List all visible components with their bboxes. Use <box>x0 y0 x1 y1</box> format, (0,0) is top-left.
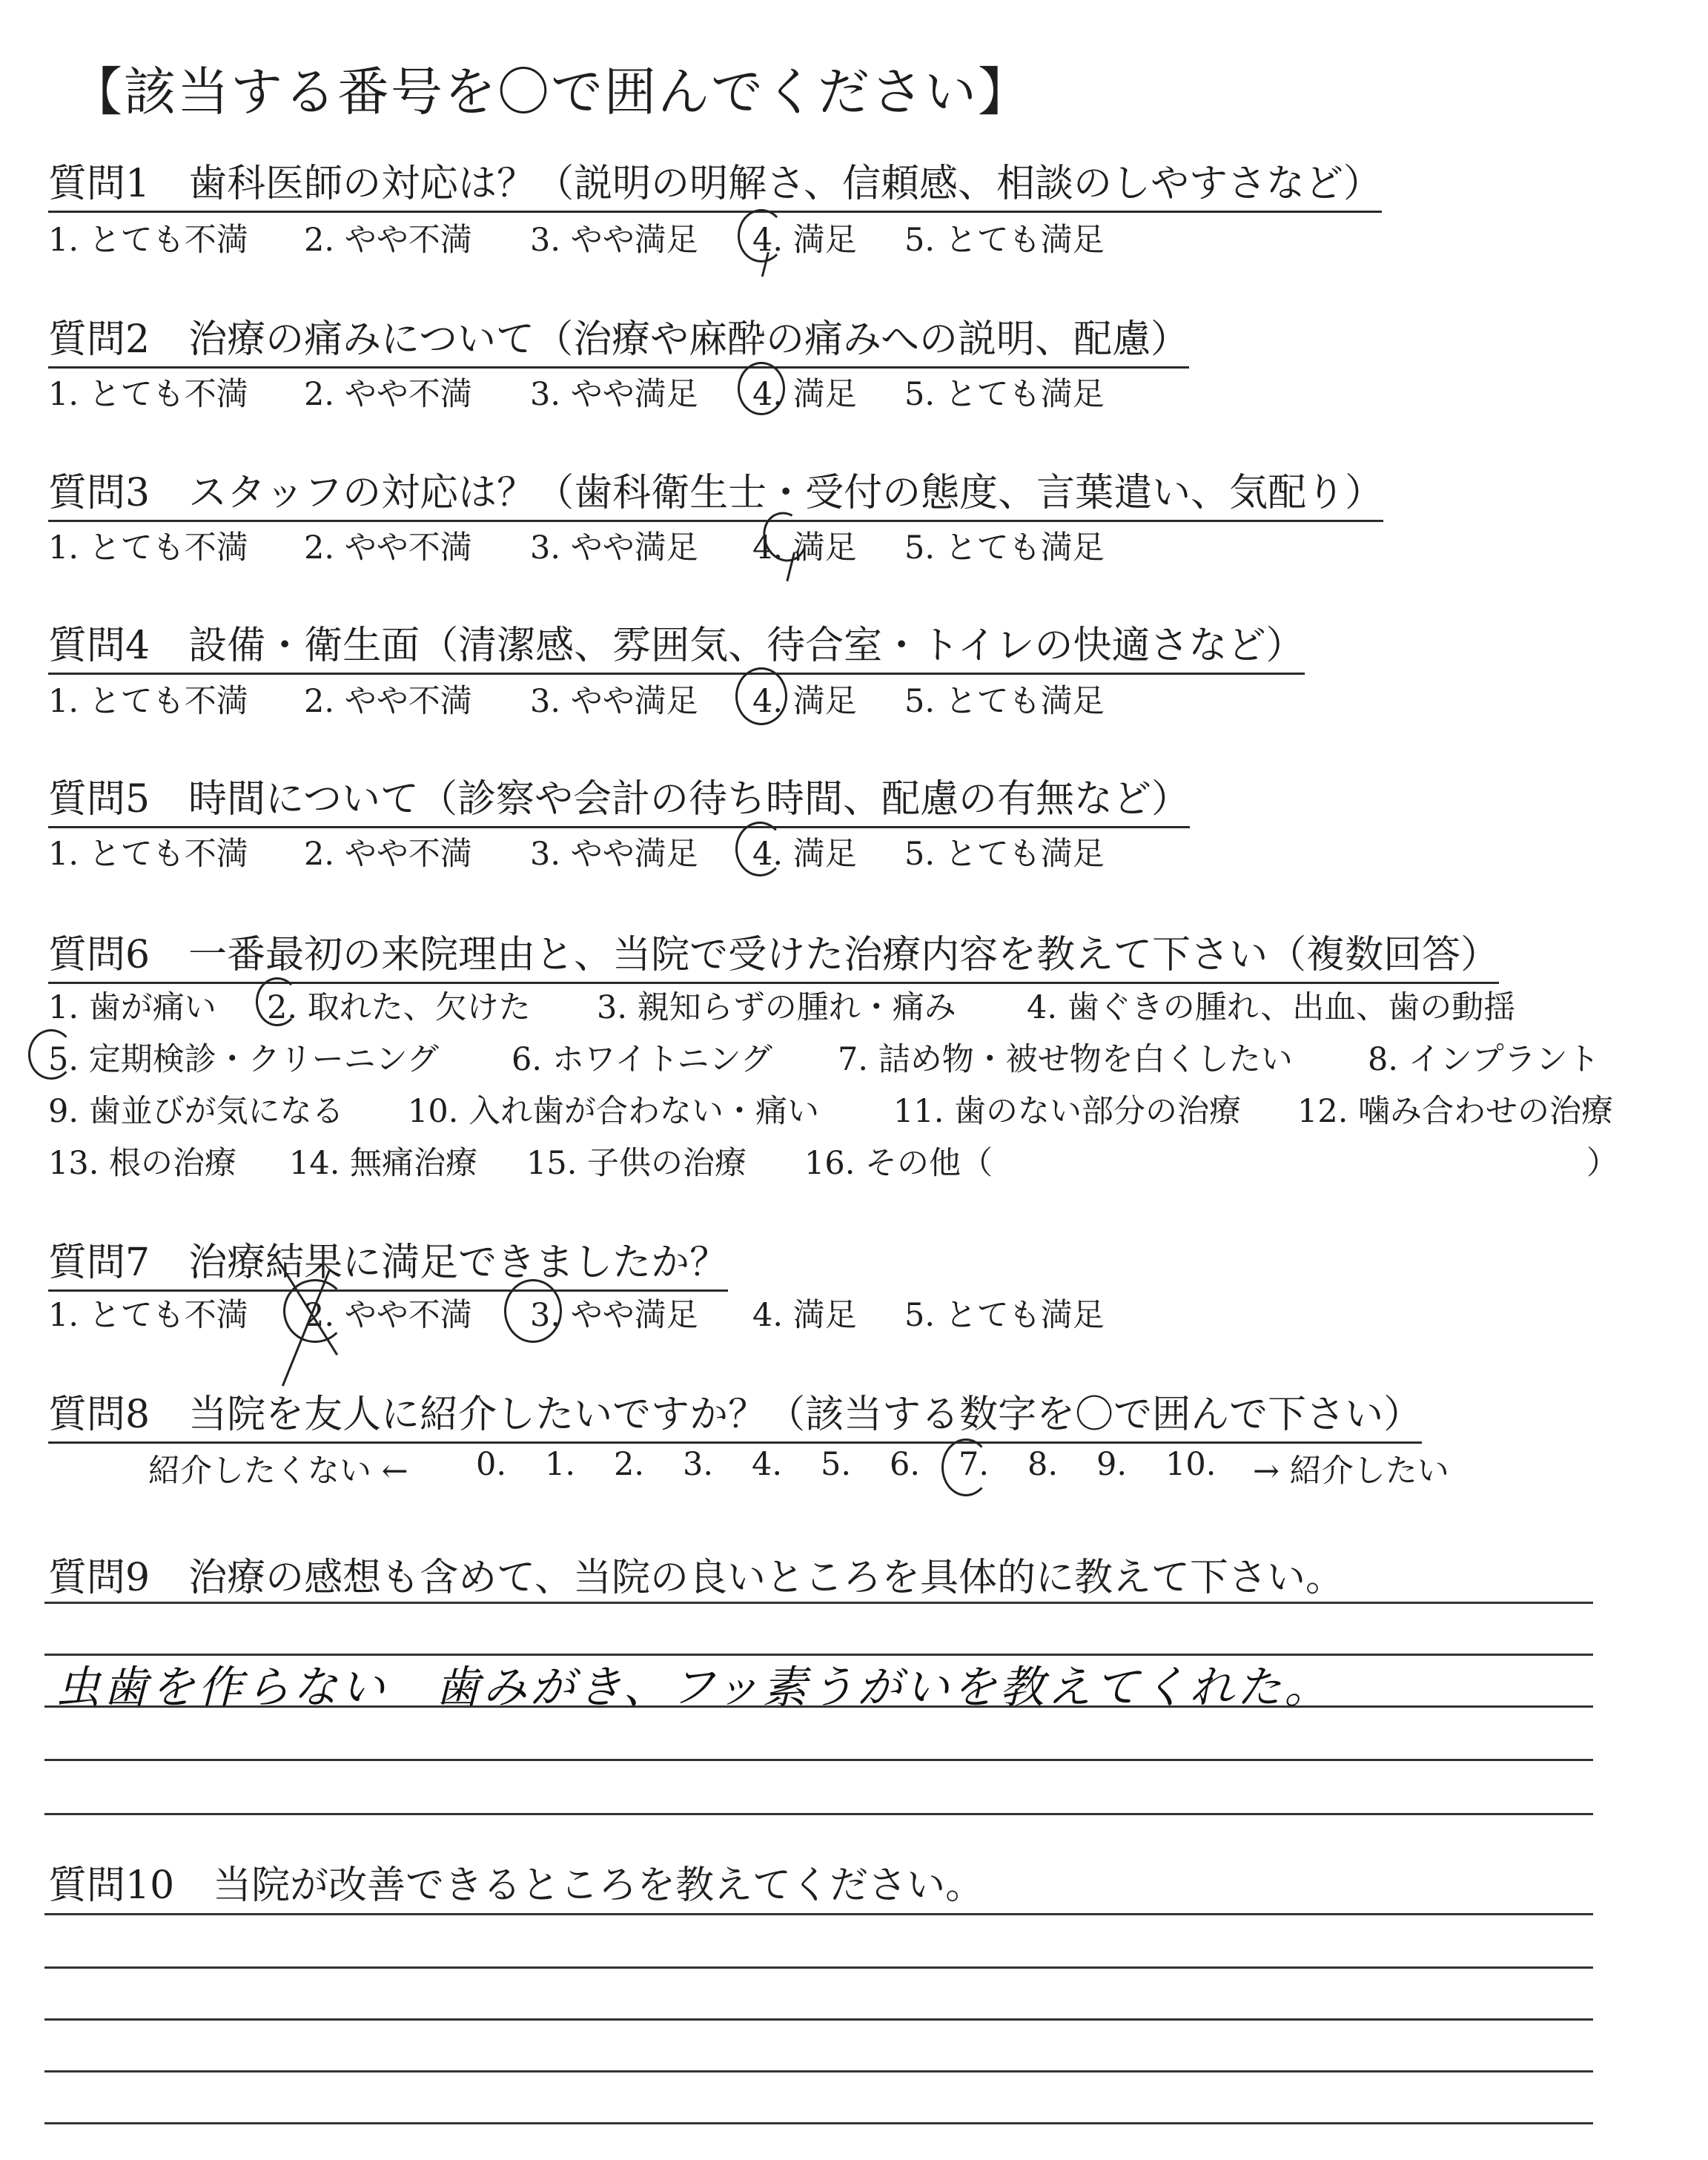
q7-option-4[interactable]: 4. 満足 <box>752 1297 857 1334</box>
q6-option-6[interactable]: 6. ホワイトニング <box>512 1041 772 1078</box>
q8-score-5[interactable]: 5. <box>821 1446 852 1483</box>
q8-score-9[interactable]: 9. <box>1096 1446 1128 1483</box>
q7-option-5[interactable]: 5. とても満足 <box>904 1297 1105 1334</box>
q9-answer-line-1 <box>44 1602 1593 1604</box>
q10-answer-line-2 <box>44 1966 1593 1969</box>
q10-answer-line-3 <box>44 2018 1593 2021</box>
question-7-title: 質問7 治療結果に満足できましたか？ <box>48 1231 728 1292</box>
q3-option-2[interactable]: 2. やや不満 <box>304 529 472 567</box>
q2-option-2[interactable]: 2. やや不満 <box>304 376 472 413</box>
q6-option-2[interactable]: 2. 取れた、欠けた <box>267 989 531 1026</box>
q4-selection-circle <box>735 667 787 725</box>
q10-answer-line-1 <box>44 1913 1593 1915</box>
q8-score-0[interactable]: 0. <box>476 1446 507 1483</box>
q7-crossed-circle <box>283 1279 347 1343</box>
q9-handwritten-answer[interactable]: 虫歯を作らない 歯みがき、フッ素うがいを教えてくれた。 <box>56 1662 1332 1714</box>
q10-answer-line-4 <box>44 2070 1593 2073</box>
q8-score-3[interactable]: 3. <box>683 1446 714 1483</box>
q8-right-label: → 紹介したい <box>1253 1453 1449 1490</box>
q5-option-2[interactable]: 2. やや不満 <box>304 836 472 873</box>
q2-option-3[interactable]: 3. やや満足 <box>530 376 698 413</box>
q5-selection-circle <box>735 822 784 876</box>
q2-option-5[interactable]: 5. とても満足 <box>904 376 1105 413</box>
q1-option-5[interactable]: 5. とても満足 <box>904 222 1105 259</box>
q6-option-14[interactable]: 14. 無痛治療 <box>289 1145 478 1182</box>
q6-option-10[interactable]: 10. 入れ歯が合わない・痛い <box>408 1093 820 1130</box>
q1-selection-circle <box>738 209 785 262</box>
q6-option-7[interactable]: 7. 詰め物・被せ物を白くしたい <box>838 1041 1293 1078</box>
q8-score-2[interactable]: 2. <box>614 1446 645 1483</box>
question-5-title: 質問5 時間について（診察や会計の待ち時間、配慮の有無など） <box>48 767 1190 828</box>
q7-option-1[interactable]: 1. とても不満 <box>48 1297 248 1334</box>
q4-option-1[interactable]: 1. とても不満 <box>48 683 248 720</box>
q7-selection-circle <box>504 1279 562 1343</box>
q6-option-8[interactable]: 8. インプラント <box>1368 1041 1600 1078</box>
q8-score-1[interactable]: 1. <box>545 1446 576 1483</box>
question-6-title: 質問6 一番最初の来院理由と、当院で受けた治療内容を教えて下さい（複数回答） <box>48 923 1499 984</box>
q3-option-1[interactable]: 1. とても不満 <box>48 529 248 567</box>
q6-option-12[interactable]: 12. 噛み合わせの治療 <box>1297 1093 1614 1130</box>
q8-score-10[interactable]: 10. <box>1165 1446 1217 1483</box>
q7-option-2[interactable]: 2. やや不満 <box>304 1297 472 1334</box>
q2-option-4[interactable]: 4. 満足 <box>752 376 857 413</box>
q6-option-9[interactable]: 9. 歯並びが気になる <box>48 1093 344 1130</box>
q6-option-15[interactable]: 15. 子供の治療 <box>526 1145 747 1182</box>
q6-option-3[interactable]: 3. 親知らずの腫れ・痛み <box>597 989 956 1026</box>
q10-answer-line-5 <box>44 2122 1593 2124</box>
form-header: 【該当する番号を〇で囲んでください】 <box>70 62 1031 122</box>
q6-selection-circle-5 <box>28 1029 74 1080</box>
q8-score-4[interactable]: 4. <box>752 1446 783 1483</box>
q1-option-1[interactable]: 1. とても不満 <box>48 222 248 259</box>
q9-answer-line-5 <box>44 1813 1593 1815</box>
q4-option-2[interactable]: 2. やや不満 <box>304 683 472 720</box>
q8-score-7[interactable]: 7. <box>959 1446 990 1483</box>
question-3-title: 質問3 スタッフの対応は？（歯科衛生士・受付の態度、言葉遣い、気配り） <box>48 461 1383 522</box>
q6-option-5[interactable]: 5. 定期検診・クリーニング <box>48 1041 439 1078</box>
q6-selection-circle-2 <box>256 977 299 1026</box>
q2-option-1[interactable]: 1. とても不満 <box>48 376 248 413</box>
q3-option-4[interactable]: 4. 満足 <box>752 529 857 567</box>
q8-score-6[interactable]: 6. <box>890 1446 921 1483</box>
q4-option-4[interactable]: 4. 満足 <box>752 683 857 720</box>
q1-option-4[interactable]: 4. 満足 <box>752 222 857 259</box>
q3-option-5[interactable]: 5. とても満足 <box>904 529 1105 567</box>
q1-option-2[interactable]: 2. やや不満 <box>304 222 472 259</box>
q7-option-3[interactable]: 3. やや満足 <box>530 1297 698 1334</box>
q6-option-11[interactable]: 11. 歯のない部分の治療 <box>893 1093 1242 1130</box>
q5-option-1[interactable]: 1. とても不満 <box>48 836 248 873</box>
q6-option-4[interactable]: 4. 歯ぐきの腫れ、出血、歯の動揺 <box>1027 989 1516 1026</box>
q9-answer-line-4 <box>44 1759 1593 1761</box>
q8-left-label: 紹介したくない ← <box>148 1453 408 1490</box>
question-2-title: 質問2 治療の痛みについて（治療や麻酔の痛みへの説明、配慮） <box>48 308 1189 369</box>
q1-option-3[interactable]: 3. やや満足 <box>530 222 698 259</box>
q5-option-3[interactable]: 3. やや満足 <box>530 836 698 873</box>
question-9-title: 質問9 治療の感想も含めて、当院の良いところを具体的に教えて下さい。 <box>48 1556 1345 1600</box>
q5-option-4[interactable]: 4. 満足 <box>752 836 857 873</box>
question-1-title: 質問1 歯科医師の対応は？（説明の明解さ、信頼感、相談のしやすさなど） <box>48 152 1382 213</box>
q8-selection-circle <box>941 1439 990 1496</box>
q4-option-5[interactable]: 5. とても満足 <box>904 683 1105 720</box>
q2-selection-circle <box>738 362 785 415</box>
question-10-title: 質問10 当院が改善できるところを教えてください。 <box>48 1863 984 1908</box>
q6-other-close-paren: ） <box>1586 1145 1618 1182</box>
question-4-title: 質問4 設備・衛生面（清潔感、雰囲気、待合室・トイレの快適さなど） <box>48 614 1305 675</box>
q6-option-1[interactable]: 1. 歯が痛い <box>48 989 216 1026</box>
q8-score-8[interactable]: 8. <box>1027 1446 1059 1483</box>
question-8-title: 質問8 当院を友人に紹介したいですか？（該当する数字を〇で囲んで下さい） <box>48 1383 1422 1444</box>
q5-option-5[interactable]: 5. とても満足 <box>904 836 1105 873</box>
q3-option-3[interactable]: 3. やや満足 <box>530 529 698 567</box>
q6-option-13[interactable]: 13. 根の治療 <box>48 1145 237 1182</box>
q6-option-16[interactable]: 16. その他（ <box>804 1145 993 1182</box>
q4-option-3[interactable]: 3. やや満足 <box>530 683 698 720</box>
